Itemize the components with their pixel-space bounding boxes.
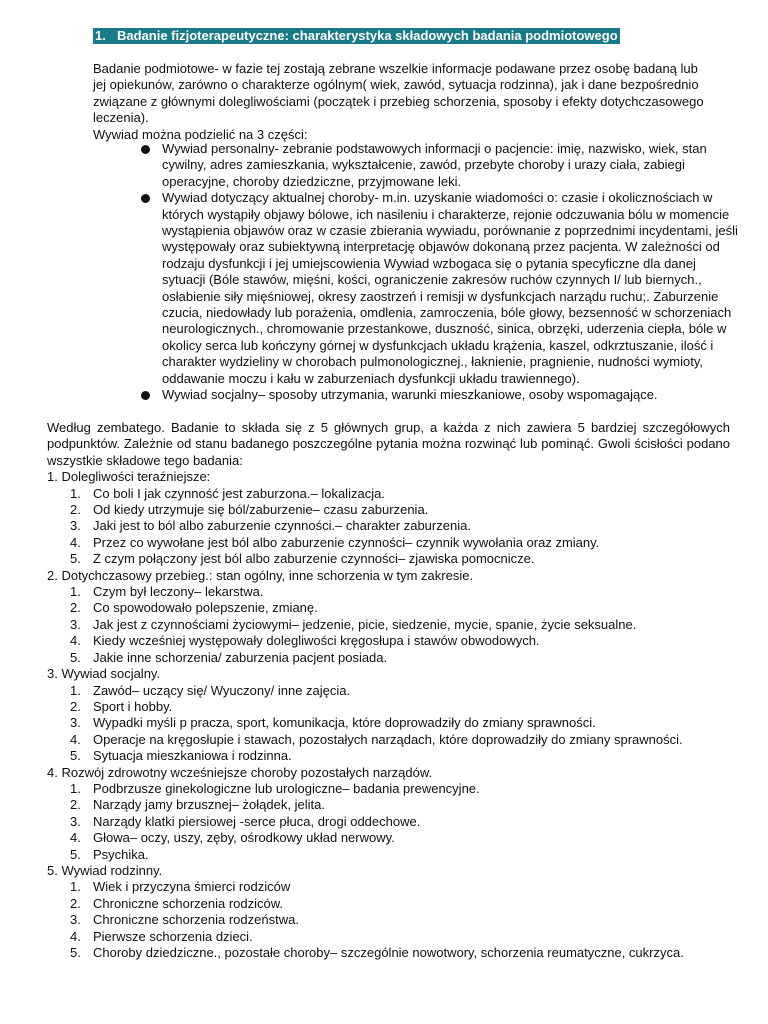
- list-item-text: Jak jest z czynnościami życiowymi– jedzenie, picie, siedzenie, mycie, spanie, życie seksualne.: [93, 616, 637, 632]
- numbered-list: [47, 584, 730, 666]
- list-item-text: Pierwsze schorzenia dzieci.: [93, 928, 253, 944]
- list-item: 2. Co spowodowało polepszenie, zmianę.: [70, 600, 318, 616]
- list-item-text: Sport i hobby.: [93, 698, 173, 714]
- bullet-icon: [141, 145, 150, 154]
- bullet-item: [140, 387, 740, 403]
- list-item: 5. Sytuacja mieszkaniowa i rodzinna.: [70, 748, 292, 764]
- list-item: 4. Kiedy wcześniej występowały dolegliwości kręgosłupa i stawów obwodowych.: [70, 633, 540, 649]
- zembaty-paragraph: Według zembatego. Badanie to składa się z 5 głównych grup, a każda z nich zawiera 5 bardziej szczegółowych podpunktów. Zależnie od stanu badanego poszczególne pytania można rozwinąć lub pominąć. Gwoli ścisłości podano wszystkie składowe tego badania:: [47, 420, 730, 468]
- intro-lead: Wywiad można podzielić na 3 części:: [93, 126, 308, 142]
- numbered-list: [47, 486, 730, 568]
- list-item: 5. Z czym połączony jest ból albo zaburzenie czynności– zjawiska pomocnicze.: [70, 551, 535, 567]
- list-item: 3. Narządy klatki piersiowej -serce płuca, drogi oddechowe.: [70, 813, 421, 829]
- heading-text: Badanie fizjoterapeutyczne: charakterystyka składowych badania podmiotowego: [117, 28, 618, 43]
- list-item: 1. Co boli I jak czynność jest zaburzona.– lokalizacja.: [70, 485, 385, 501]
- list-item: 3. Wypadki myśli p pracza, sport, komunikacja, które doprowadziły do zmiany sprawności.: [70, 715, 596, 731]
- list-item: 4. Operacje na kręgosłupie i stawach, pozostałych narządach, które doprowadziły do zmiany sprawności.: [70, 731, 683, 747]
- group-title: 2. Dotychczasowy przebieg.: stan ogólny, inne schorzenia w tym zakresie.: [47, 567, 474, 583]
- heading-number: 1.: [95, 28, 106, 43]
- list-item-text: Z czym połączony jest ból albo zaburzenie czynności– zjawiska pomocnicze.: [93, 551, 535, 567]
- list-item-text: Sytuacja mieszkaniowa i rodzinna.: [93, 748, 292, 764]
- list-item: 3. Jak jest z czynnościami życiowymi– jedzenie, picie, siedzenie, mycie, spanie, życie seksualne.: [70, 616, 637, 632]
- numbered-list: [47, 781, 730, 863]
- list-item: 1. Podbrzusze ginekologiczne lub urologiczne– badania prewencyjne.: [70, 780, 480, 796]
- list-item: 3. Chroniczne schorzenia rodzeństwa.: [70, 912, 299, 928]
- intro-block: [93, 61, 713, 143]
- list-item-text: Narządy klatki piersiowej -serce płuca, drogi oddechowe.: [93, 813, 421, 829]
- bullet-item: [140, 141, 740, 190]
- list-item: 4. Głowa– oczy, uszy, zęby, ośrodkowy układ nerwowy.: [70, 830, 395, 846]
- main-content: [47, 420, 730, 961]
- list-item: 1. Zawód– uczący się/ Wyuczony/ inne zajęcia.: [70, 682, 351, 698]
- list-item: 5. Psychika.: [70, 846, 149, 862]
- list-item: 1. Czym był leczony– lekarstwa.: [70, 584, 264, 600]
- list-item-text: Podbrzusze ginekologiczne lub urologiczne– badania prewencyjne.: [93, 780, 480, 796]
- list-item-text: Przez co wywołane jest ból albo zaburzenie czynności– czynnik wywołania oraz zmiany.: [93, 534, 600, 550]
- bullet-text: Wywiad dotyczący aktualnej choroby- m.in. uzyskanie wiadomości o: czasie i okolicznościach w których wystąpiły objawy bólowe, ich nasileniu i charakterze, rejonie odczuwania bólu w momencie wystąpienia objawów oraz w czasie zbierania wywiadu, porównanie z poprzednimi incydentami, jeśli występowały oraz subiektywną interpretację objawów dokonaną przez pacjenta. W zależności od rodzaju dysfunkcji i jej umiejscowienia Wywiad wzbogaca się o pytania specyficzne dla danej sytuacji (Bóle stawów, mięśni, kości, ograniczenie zakresów ruchów czynnych I/ lub biernych., osłabienie siły mięśniowej, okresy zaostrzeń i remisji w dysfunkcjach narządu ruchu;. Zaburzenie czucia, niedowłady lub porażenia, omdlenia, zamroczenia, bóle głowy, bezsenność w schorzeniach neurologicznych., chromowanie przestankowe, duszność, sinica, obrzęki, uderzenia ciepła, bóle w okolicy serca lub kończyny górnej w dysfunkcjach układu krążenia, kaszel, odkrztuszanie, ilość i charakter wydzieliny w chorobach pulmonologicznej., łaknienie, pragnienie, nudności wymioty, oddawanie moczu i kału w zaburzeniach dysfunkcji układu trawiennego).: [162, 190, 738, 386]
- bullet-icon: [141, 194, 150, 203]
- list-item-text: Wiek i przyczyna śmierci rodziców: [93, 879, 291, 895]
- list-item-text: Jaki jest to ból albo zaburzenie czynności.– charakter zaburzenia.: [93, 518, 471, 534]
- list-item-text: Co boli I jak czynność jest zaburzona.– lokalizacja.: [93, 485, 385, 501]
- list-item-text: Jakie inne schorzenia/ zaburzenia pacjent posiada.: [93, 649, 388, 665]
- bullet-icon: [141, 391, 150, 400]
- numbered-list: [47, 683, 730, 765]
- bullet-item: [140, 190, 740, 387]
- interview-parts-list: [140, 141, 740, 404]
- intro-paragraph: Badanie podmiotowe- w fazie tej zostają zebrane wszelkie informacje podawane przez osobę badaną lub jej opiekunów, zarówno o charakterze ogólnym( wiek, zawód, sytuacja rodzinna), jak i dane bezpośrednio związane z głównymi dolegliwościami (początek i przebieg schorzenia, sposoby i efekty dotychczasowego leczenia).: [93, 61, 704, 126]
- list-item-text: Psychika.: [93, 846, 149, 862]
- list-item: 5. Jakie inne schorzenia/ zaburzenia pacjent posiada.: [70, 649, 388, 665]
- list-item-text: Od kiedy utrzymuje się ból/zaburzenie– czasu zaburzenia.: [93, 502, 429, 518]
- numbered-list: [47, 879, 730, 961]
- list-item-text: Kiedy wcześniej występowały dolegliwości kręgosłupa i stawów obwodowych.: [93, 633, 540, 649]
- bullet-text: Wywiad personalny- zebranie podstawowych informacji o pacjencie: imię, nazwisko, wiek, stan cywilny, adres zamieszkania, wykształcenie, zawód, przebyte choroby i urazy ciała, zabiegi operacyjne, choroby dziedziczne, przyjmowane leki.: [162, 141, 707, 189]
- list-item-text: Czym był leczony– lekarstwa.: [93, 584, 264, 600]
- list-item: 4. Przez co wywołane jest ból albo zaburzenie czynności– czynnik wywołania oraz zmiany.: [70, 534, 600, 550]
- list-item-text: Co spowodowało polepszenie, zmianę.: [93, 600, 318, 616]
- list-item: 1. Wiek i przyczyna śmierci rodziców: [70, 879, 291, 895]
- list-item-text: Chroniczne schorzenia rodziców.: [93, 895, 284, 911]
- list-item-text: Chroniczne schorzenia rodzeństwa.: [93, 912, 299, 928]
- list-item-text: Choroby dziedziczne., pozostałe choroby– szczególnie nowotwory, schorzenia reumatyczne, cukrzyca.: [93, 945, 684, 960]
- list-item: 2. Chroniczne schorzenia rodziców.: [70, 895, 284, 911]
- list-item: 4. Pierwsze schorzenia dzieci.: [70, 928, 253, 944]
- list-item-text: Narządy jamy brzusznej– żołądek, jelita.: [93, 797, 325, 813]
- section-heading: [93, 28, 620, 44]
- group-title: 4. Rozwój zdrowotny wcześniejsze choroby pozostałych narządów.: [47, 764, 433, 780]
- bullet-text: Wywiad socjalny– sposoby utrzymania, warunki mieszkaniowe, osoby wspomagające.: [162, 387, 658, 403]
- group-title: 3. Wywiad socjalny.: [47, 666, 161, 682]
- list-item: 5. Choroby dziedziczne., pozostałe choroby– szczególnie nowotwory, schorzenia reumatyczne, cukrzyca.: [70, 945, 684, 960]
- list-item-text: Operacje na kręgosłupie i stawach, pozostałych narządach, które doprowadziły do zmiany sprawności.: [93, 731, 683, 747]
- list-item-text: Wypadki myśli p pracza, sport, komunikacja, które doprowadziły do zmiany sprawności.: [93, 715, 596, 731]
- group-title: 5. Wywiad rodzinny.: [47, 862, 163, 878]
- list-item-text: Głowa– oczy, uszy, zęby, ośrodkowy układ nerwowy.: [93, 830, 395, 846]
- list-item: 2. Sport i hobby.: [70, 698, 173, 714]
- group-title: 1. Dolegliwości teraźniejsze:: [47, 469, 211, 485]
- list-item: 2. Od kiedy utrzymuje się ból/zaburzenie– czasu zaburzenia.: [70, 502, 429, 518]
- list-item: 2. Narządy jamy brzusznej– żołądek, jelita.: [70, 797, 325, 813]
- list-item: 3. Jaki jest to ból albo zaburzenie czynności.– charakter zaburzenia.: [70, 518, 471, 534]
- list-item-text: Zawód– uczący się/ Wyuczony/ inne zajęcia.: [93, 682, 351, 698]
